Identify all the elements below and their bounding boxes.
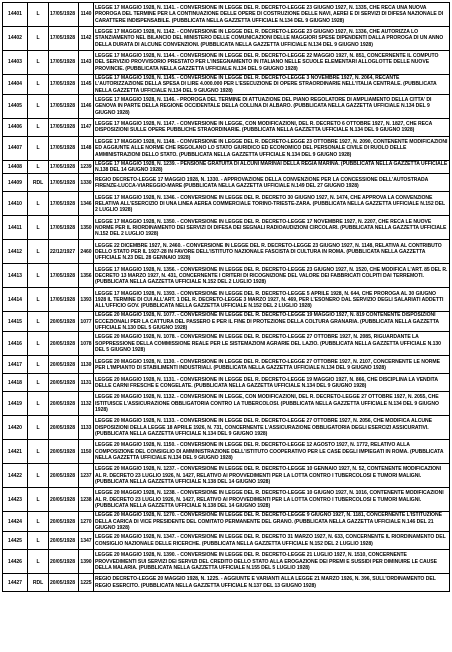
act-date: 17/05/1928 — [49, 288, 79, 312]
act-number: 1356 — [79, 264, 94, 288]
act-type: L — [28, 512, 49, 532]
act-description: LEGGE 17 MAGGIO 1928, N. 1148. - CONVERSIONE IN LEGGE DEL R. DECRETO-LEGGE 23 OTTOBRE 1927, N. 2090, CONTENENTE MODIFICAZIONI ED AGGIUNTE ALLE NORME CHE REGOLANO LO STATO GIURIDICO ED ECONOMICO DEL PERSONALE CIVILE DI RUOLO DELLE AMMINISTRAZIONI DELLO STATO. (PUBBLICATA NELLA GAZZETTA UFFICIALE N.134 DEL 9 GIUGNO 1928) — [94, 136, 450, 160]
entry-number: 14420 — [3, 416, 28, 440]
table-row — [3, 488, 450, 512]
act-description: LEGGE 20 MAGGIO 1928, N. 1130. - CONVERSIONE IN LEGGE DEL R. DECRETO-LEGGE 27 OTTOBRE 1927, N. 2107, CONCERNENTE LE NORME PER L'IMPIANTO DI STABILIMENTI INDUSTRIALI. (PUBBLICATA NELLA GAZZETTA UFFICIALE N.134 DEL 9 GIUGNO 1928) — [94, 356, 450, 374]
table-row — [3, 332, 450, 356]
act-description: REGIO DECRETO-LEGGE 17 MAGGIO 1928, N. 1330. - APPROVAZIONE DELLA CONVENZIONE PER LA CONCESSIONE DELL'AUTOSTRADA FIRENZE-LUCCA-VIAREGGIO-MARE (PUBBLICATA NELLA GAZZETTA UFFICIALE N.149 DEL 27 GIUGNO 1928) — [94, 174, 450, 192]
legislation-register-table — [2, 2, 450, 592]
act-type: L — [28, 392, 49, 416]
act-date: 20/05/1928 — [49, 512, 79, 532]
act-date: 20/05/1928 — [49, 574, 79, 592]
act-number: 1239 — [79, 160, 94, 174]
act-number: 1077 — [79, 312, 94, 332]
act-date: 20/05/1928 — [49, 464, 79, 488]
act-type: L — [28, 264, 49, 288]
act-type: L — [28, 118, 49, 136]
entry-number: 14412 — [3, 240, 28, 264]
entry-number: 14403 — [3, 51, 28, 75]
act-description: LEGGE 20 MAGGIO 1928, N. 1390. - CONVERSIONE IN LEGGE DEL R. DECRETO-LEGGE 21 LUGLIO 1927, N. 1510, CONCERNENTE PROVVEDIMENTI SUI SERVIZI DEI SERVIZI DEL CREDITO DELLO STATO ALLA EROGAZIONE DEI PREMI E SUSSIDI PER DIMINUIRE LE CAUSE DELLA MALARIA. (PUBBLICATA NELLA GAZZETTA UFFICIALE N.155 DEL 5 LUGLIO 1928) — [94, 550, 450, 574]
act-type: L — [28, 416, 49, 440]
act-number: 1147 — [79, 118, 94, 136]
act-date: 22/12/1927 — [49, 240, 79, 264]
act-type: L — [28, 27, 49, 51]
entry-number: 14410 — [3, 192, 28, 216]
act-type: L — [28, 160, 49, 174]
act-number: 1237 — [79, 464, 94, 488]
act-description: LEGGE 17 MAGGIO 1928, N. 1145. - CONVERSIONE IN LEGGE DEL R. DECRETO-LEGGE 3 NOVEMBRE 1927, N. 2064, RECANTE L'AUTORIZZAZIONE DELLA SPESA DI LIRE 4.000.000 PER L'ESECUZIONE DI OPERE STRAORDINARIE NELL'ITALIA CENTRALE. (PUBBLICATA NELLA GAZZETTA UFFICIALE N.134 DEL 9 GIUGNO 1928) — [94, 75, 450, 95]
act-date: 20/05/1928 — [49, 440, 79, 464]
act-number: 1148 — [79, 136, 94, 160]
act-type: L — [28, 51, 49, 75]
act-type: L — [28, 94, 49, 118]
table-row — [3, 118, 450, 136]
act-date: 17/05/1928 — [49, 174, 79, 192]
act-date: 17/05/1928 — [49, 75, 79, 95]
act-description: LEGGE 17 MAGGIO 1928, N. 1146. - PROROGA DEL TERMINE DI ATTUAZIONE DEL PIANO REGOLATORE DI AMPLIAMENTO DELLA CITTA' DI GENOVA IN PARTE DELLA REGIONE OCCIDENTALE DELLA COLLINA DI ALBARO. (PUBBLICATA NELLA GAZZETTA UFFICIALE N.134 DEL 9 GIUGNO 1928) — [94, 94, 450, 118]
act-date: 20/05/1928 — [49, 488, 79, 512]
act-number: 1145 — [79, 75, 94, 95]
entry-number: 14427 — [3, 574, 28, 592]
act-number: 1130 — [79, 356, 94, 374]
act-date: 20/05/1928 — [49, 416, 79, 440]
act-number: 1393 — [79, 288, 94, 312]
act-number: 1142 — [79, 27, 94, 51]
table-row — [3, 3, 450, 27]
table-row — [3, 440, 450, 464]
act-number: 1270 — [79, 512, 94, 532]
table-row — [3, 240, 450, 264]
act-number: 1133 — [79, 416, 94, 440]
table-row — [3, 550, 450, 574]
act-type: L — [28, 464, 49, 488]
act-type: RDL — [28, 574, 49, 592]
act-date: 20/05/1928 — [49, 392, 79, 416]
act-date: 17/05/1928 — [49, 118, 79, 136]
act-date: 17/05/1928 — [49, 192, 79, 216]
act-description: LEGGE 20 MAGGIO 1928, N. 1237. - CONVERSIONE IN LEGGE DEL R. DECRETO-LEGGE 10 GENNAIO 1927, N. 52, CONTENENTE MODIFICAZIONI AL R. DECRETO 23 LUGLIO 1926, N. 1427, RELATIVO AI PROVVEDIMENTI PER LA LOTTA CONTRO I TUBERCOLOSI E TUMORI MALIGNI. (PUBBLICATA NELLA GAZZETTA UFFICIALE N.138 DEL 14 GIUGNO 1928) — [94, 464, 450, 488]
act-number: 1146 — [79, 94, 94, 118]
table-row — [3, 288, 450, 312]
act-number: 1140 — [79, 3, 94, 27]
act-date: 17/05/1928 — [49, 264, 79, 288]
table-row — [3, 174, 450, 192]
act-description: LEGGE 20 MAGGIO 1928, N. 1077. - CONVERSIONE IN LEGGE DEL R. DECRETO-LEGGE 19 MAGGIO 1927, N. 819 CONTENENTE DISPOSIZIONI ECCEZIONALI PER LA CATTURA DEL PASSERO E PER IL FINE DI PROTEZIONE DELLA COLTURA GRANARIA. (PUBBLICATA NELLA GAZZETTA UFFICIALE N.130 DEL 5 GIUGNO 1928) — [94, 312, 450, 332]
act-type: L — [28, 356, 49, 374]
table-row — [3, 160, 450, 174]
table-row — [3, 216, 450, 240]
act-date: 20/05/1928 — [49, 374, 79, 392]
entry-number: 14402 — [3, 27, 28, 51]
entry-number: 14406 — [3, 118, 28, 136]
act-date: 17/05/1928 — [49, 94, 79, 118]
act-date: 17/05/1928 — [49, 136, 79, 160]
table-row — [3, 312, 450, 332]
entry-number: 14413 — [3, 264, 28, 288]
entry-number: 14405 — [3, 94, 28, 118]
act-number: 1330 — [79, 174, 94, 192]
entry-number: 14417 — [3, 356, 28, 374]
entry-number: 14409 — [3, 174, 28, 192]
act-type: L — [28, 288, 49, 312]
entry-number: 14418 — [3, 374, 28, 392]
entry-number: 14423 — [3, 488, 28, 512]
act-type: L — [28, 312, 49, 332]
entry-number: 14401 — [3, 3, 28, 27]
act-date: 17/05/1928 — [49, 3, 79, 27]
act-description: LEGGE 17 MAGGIO 1928, N. 1147. - CONVERSIONE IN LEGGE, CON MODIFICAZIONI, DEL R. DECRETO 6 OTTOBRE 1927, N. 1827, CHE RECA DISPOSIZIONI SULLE OPERE PUBBLICHE STRAORDINARIE. (PUBBLICATA NELLA GAZZETTA UFFICIALE N.134 DEL 9 GIUGNO 1928) — [94, 118, 450, 136]
act-date: 20/05/1928 — [49, 356, 79, 374]
table-row — [3, 27, 450, 51]
act-type: L — [28, 374, 49, 392]
table-row — [3, 574, 450, 592]
act-number: 1150 — [79, 440, 94, 464]
act-type: L — [28, 332, 49, 356]
act-description: LEGGE 17 MAGGIO 1928, N. 1393. - CONVERSIONE IN LEGGE DEL R. DECRETO-LEGGE 5 APRILE 1928, N. 644, CHE PROROGA AL 30 GIUGNO 1928 IL TERMINE DI CUI ALL'ART. 1 DEL R. DECRETO-LEGGE 3 MARZO 1927, N. 469, PER L'ESONERO DAL SERVIZIO DEGLI SALARIATI ADDETTI ALL'UFFICIO GOV. (PUBBLICATA NELLA GAZZETTA UFFICIALE N.152 DEL 2 LUGLIO 1928) — [94, 288, 450, 312]
act-description: LEGGE 17 MAGGIO 1928, N. 1141. - CONVERSIONE IN LEGGE DEL R. DECRETO-LEGGE 23 GIUGNO 1927, N. 1335, CHE RECA UNA NUOVA PROROGA DEL TERMINE PER LA CONTINUAZIONE DELLE OPERE DI COSTRUZIONE DELLE NAVI, AEREI E DI SERVIZI DI DIFESA NAZIONALE DI CARATTERE INDISPENSABILE. (PUBBLICATA NELLA GAZZETTA UFFICIALE N.134 DEL 9 GIUGNO 1928) — [94, 3, 450, 27]
table-row — [3, 512, 450, 532]
act-description: LEGGE 22 DICEMBRE 1927, N. 2460. - CONVERSIONE IN LEGGE DEL R. DECRETO-LEGGE 23 GIUGNO 1927, N. 1148, RELATIVA AL CONTRIBUTO DELLO STATO PER IL 1927-28 IN FAVORE DELL'ISTITUTO NAZIONALE FASCISTA DI CULTURA IN ROMA. (PUBBLICATA NELLA GAZZETTA UFFICIALE N.23 DEL 28 GENNAIO 1928) — [94, 240, 450, 264]
table-row — [3, 356, 450, 374]
act-number: 1078 — [79, 332, 94, 356]
act-number: 1346 — [79, 192, 94, 216]
act-number: 1131 — [79, 374, 94, 392]
act-description: LEGGE 17 MAGGIO 1928, N. 1142. - CONVERSIONE IN LEGGE DEL R. DECRETO-LEGGE 23 GIUGNO 1927, N. 1336, CHE AUTORIZZA LO STANZIAMENTO NEL BILANCIO DEL MINISTERO DELLE COMUNICAZIONI DELLE MAGGIORI SPESE DIPENDENTI DALLA PROROGA DI UN ANNO DELLA DURATA DI ALCUNE CONVENZIONI. (PUBBLICATA NELLA GAZZETTA UFFICIALE N.134 DEL 9 GIUGNO 1928) — [94, 27, 450, 51]
act-type: RDL — [28, 174, 49, 192]
act-number: 1143 — [79, 51, 94, 75]
act-number: 1238 — [79, 488, 94, 512]
act-date: 17/05/1928 — [49, 51, 79, 75]
act-type: L — [28, 532, 49, 550]
act-type: L — [28, 136, 49, 160]
act-date: 20/05/1928 — [49, 532, 79, 550]
entry-number: 14421 — [3, 440, 28, 464]
entry-number: 14414 — [3, 288, 28, 312]
act-type: L — [28, 440, 49, 464]
act-number: 1132 — [79, 392, 94, 416]
entry-number: 14408 — [3, 160, 28, 174]
act-date: 20/05/1928 — [49, 550, 79, 574]
entry-number: 14424 — [3, 512, 28, 532]
entry-number: 14422 — [3, 464, 28, 488]
act-description: LEGGE 17 MAGGIO 1928, N. 1346. - CONVERSIONE IN LEGGE DEL R. DECRETO 30 GIUGNO 1927, N. 1474, CHE APPROVA LA CONVENZIONE RELATIVA ALL'ESERCIZIO DI UNA LINEA AEREA COMMERCIALE TORINO-TRIESTE-ZARA. (PUBBLICATA NELLA GAZZETTA UFFICIALE N.152 DEL 2 LUGLIO 1928) — [94, 192, 450, 216]
act-date: 20/05/1928 — [49, 332, 79, 356]
act-type: L — [28, 216, 49, 240]
entry-number: 14419 — [3, 392, 28, 416]
entry-number: 14416 — [3, 332, 28, 356]
act-description: LEGGE 20 MAGGIO 1928, N. 1132. - CONVERSIONE IN LEGGE, CON MODIFICAZIONI, DEL R. DECRETO-LEGGE 27 OTTOBRE 1927, N. 2055, CHE ISTITUISCE L'ASSICURAZIONE OBBLIGATORIA CONTRO LA TUBERCOLOSI. (PUBBLICATA NELLA GAZZETTA UFFICIALE N.134 DEL 9 GIUGNO 1928) — [94, 392, 450, 416]
entry-number: 14411 — [3, 216, 28, 240]
act-type: L — [28, 192, 49, 216]
register-rows — [3, 3, 450, 592]
act-description: LEGGE 20 MAGGIO 1928, N. 1270. - CONVERSIONE IN LEGGE DEL R. DECRETO-LEGGE 9 GIUGNO 1927, N. 1181, CONCERNENTE L'ISTITUZIONE DELLA CARICA DI VICE PRESIDENTE DEL COMITATO PERMANENTE DEL GRANO. (PUBBLICATA NELLA GAZZETTA UFFICIALE N.146 DEL 21 GIUGNO 1928) — [94, 512, 450, 532]
act-number: 1390 — [79, 550, 94, 574]
act-date: 17/05/1928 — [49, 27, 79, 51]
act-date: 17/05/1928 — [49, 160, 79, 174]
table-row — [3, 392, 450, 416]
act-description: LEGGE 20 MAGGIO 1928, N. 1150. - CONVERSIONE IN LEGGE DEL R. DECRETO-LEGGE 12 AGOSTO 1927, N. 1772, RELATIVO ALLA COMPOSIZIONE DEL CONSIGLIO DI AMMINISTRAZIONE DELL'ISTITUTO COOPERATIVO PER LE CASE DEGLI IMPIEGATI IN ROMA. (PUBBLICATA NELLA GAZZETTA UFFICIALE N.134 DEL 9 GIUGNO 1928) — [94, 440, 450, 464]
act-description: LEGGE 20 MAGGIO 1928, N. 1347. - CONVERSIONE IN LEGGE DEL R. DECRETO 31 MARZO 1927, N. 633, CONCERNENTE IL RIORDINAMENTO DEL CONSIGLIO NAZIONALE DELLE RICERCHE. (PUBBLICATA NELLA GAZZETTA UFFICIALE N.152 DEL 2 LUGLIO 1928) — [94, 532, 450, 550]
table-row — [3, 136, 450, 160]
act-type: L — [28, 75, 49, 95]
act-description: REGIO DECRETO-LEGGE 20 MAGGIO 1928, N. 1225. - AGGIUNTE E VARIANTI ALLA LEGGE 21 MARZO 1926, N. 396, SULL'ORDINAMENTO DEL REGIO ESERCITO. (PUBBLICATA NELLA GAZZETTA UFFICIALE N.137 DEL 13 GIUGNO 1928) — [94, 574, 450, 592]
entry-number: 14404 — [3, 75, 28, 95]
act-description: LEGGE 17 MAGGIO 1928, N. 1356. - CONVERSIONE IN LEGGE DEL R. DECRETO-LEGGE 23 GIUGNO 1927, N. 1520, CHE MODIFICA L'ART. 85 DEL R. DECRETO 13 MARZO 1927, N. 431, CONCERNENTE I CRITERI DI RICOGNIZIONE DEL VALORE DEI FABBRICATI COLPITI DAI TERREMOTI. (PUBBLICATA NELLA GAZZETTA UFFICIALE N.152 DEL 2 LUGLIO 1928) — [94, 264, 450, 288]
act-description: LEGGE 20 MAGGIO 1928, N. 1133. - CONVERSIONE IN LEGGE DEL R. DECRETO-LEGGE 27 OTTOBRE 1927, N. 2056, CHE MODIFICA ALCUNE DISPOSIZIONI DELLA LEGGE 18 APRILE 1926, N. 731, CONCERNENTE L'ASSICURAZIONE OBBLIGATORIA DEGLI ESERCIZI ASSICURATIVI. (PUBBLICATA NELLA GAZZETTA UFFICIALE N.134 DEL 9 GIUGNO 1928) — [94, 416, 450, 440]
table-row — [3, 416, 450, 440]
act-type: L — [28, 550, 49, 574]
table-row — [3, 94, 450, 118]
entry-number: 14415 — [3, 312, 28, 332]
act-description: LEGGE 20 MAGGIO 1928, N. 1238. - CONVERSIONE IN LEGGE DEL R. DECRETO-LEGGE 10 GIUGNO 1927, N. 1016, CONTENENTE MODIFICAZIONI AL R. DECRETO 23 LUGLIO 1926, N. 1427, RELATIVO AI PROVVEDIMENTI PER LA LOTTA CONTRO I TUBERCOLOSI E TUMORI MALIGNI. (PUBBLICATA NELLA GAZZETTA UFFICIALE N.138 DEL 14 GIUGNO 1928) — [94, 488, 450, 512]
act-description: LEGGE 20 MAGGIO 1928, N. 1078. - CONVERSIONE IN LEGGE DEL R. DECRETO-LEGGE 27 OTTOBRE 1927, N. 2085, RIGUARDANTE LA SOPPRESSIONE DELLA COMMISSIONE REALE PER LE SISTEMAZIONI AGRARIE DEL LAZIO. (PUBBLICATA NELLA GAZZETTA UFFICIALE N.130 DEL 5 GIUGNO 1928) — [94, 332, 450, 356]
entry-number: 14425 — [3, 532, 28, 550]
table-row — [3, 264, 450, 288]
act-description: LEGGE 17 MAGGIO 1928, N. 1350. - CONVERSIONE IN LEGGE DEL R. DECRETO-LEGGE 17 NOVEMBRE 1927, N. 2207, CHE RECA LE NUOVE NORME PER IL RIORDINAMENTO DEI SERVIZI DI DIFESA DEI SEGNALI RADIOAUDIZIONI CIRCOLARI. (PUBBLICATA NELLA GAZZETTA UFFICIALE N.152 DEL 2 LUGLIO 1928) — [94, 216, 450, 240]
table-row — [3, 75, 450, 95]
table-row — [3, 464, 450, 488]
act-date: 17/05/1928 — [49, 216, 79, 240]
act-date: 20/05/1928 — [49, 312, 79, 332]
act-type: L — [28, 488, 49, 512]
act-number: 1225 — [79, 574, 94, 592]
act-type: L — [28, 3, 49, 27]
table-row — [3, 192, 450, 216]
table-row — [3, 374, 450, 392]
act-description: LEGGE 20 MAGGIO 1928, N. 1131. - CONVERSIONE IN LEGGE DEL R. DECRETO-LEGGE 19 MAGGIO 1927, N. 866, CHE DISCIPLINA LA VENDITA DELLE CARNI FRESCHE E CONGELATE. (PUBBLICATA NELLA GAZZETTA UFFICIALE N.134 DEL 9 GIUGNO 1928) — [94, 374, 450, 392]
act-description: LEGGE 17 MAGGIO 1928, N. 1144. - CONVERSIONE IN LEGGE DEL R. DECRETO-LEGGE 22 MAGGIO 1927, N. 851, CONCERNENTE IL COMPUTO DEL SERVIZIO PROVVISORIO PRESTATO PER L'INSEGNAMENTO IN ITALIANO NELLE SCUOLE ELEMENTARI ALLOGLOTTE DELLE NUOVE PROVINCIE. (PUBBLICATA NELLA GAZZETTA UFFICIALE N.134 DEL 9 GIUGNO 1928) — [94, 51, 450, 75]
act-number: 2460 — [79, 240, 94, 264]
entry-number: 14426 — [3, 550, 28, 574]
act-number: 1347 — [79, 532, 94, 550]
table-row — [3, 532, 450, 550]
act-description: LEGGE 17 MAGGIO 1928, N. 1239. - PENSIONE GRATUITA DI ALCUNI MARINAI DELLA REGIA MARINA. (PUBBLICATA NELLA GAZZETTA UFFICIALE N.138 DEL 14 GIUGNO 1928) — [94, 160, 450, 174]
entry-number: 14407 — [3, 136, 28, 160]
act-number: 1350 — [79, 216, 94, 240]
table-row — [3, 51, 450, 75]
act-type: L — [28, 240, 49, 264]
